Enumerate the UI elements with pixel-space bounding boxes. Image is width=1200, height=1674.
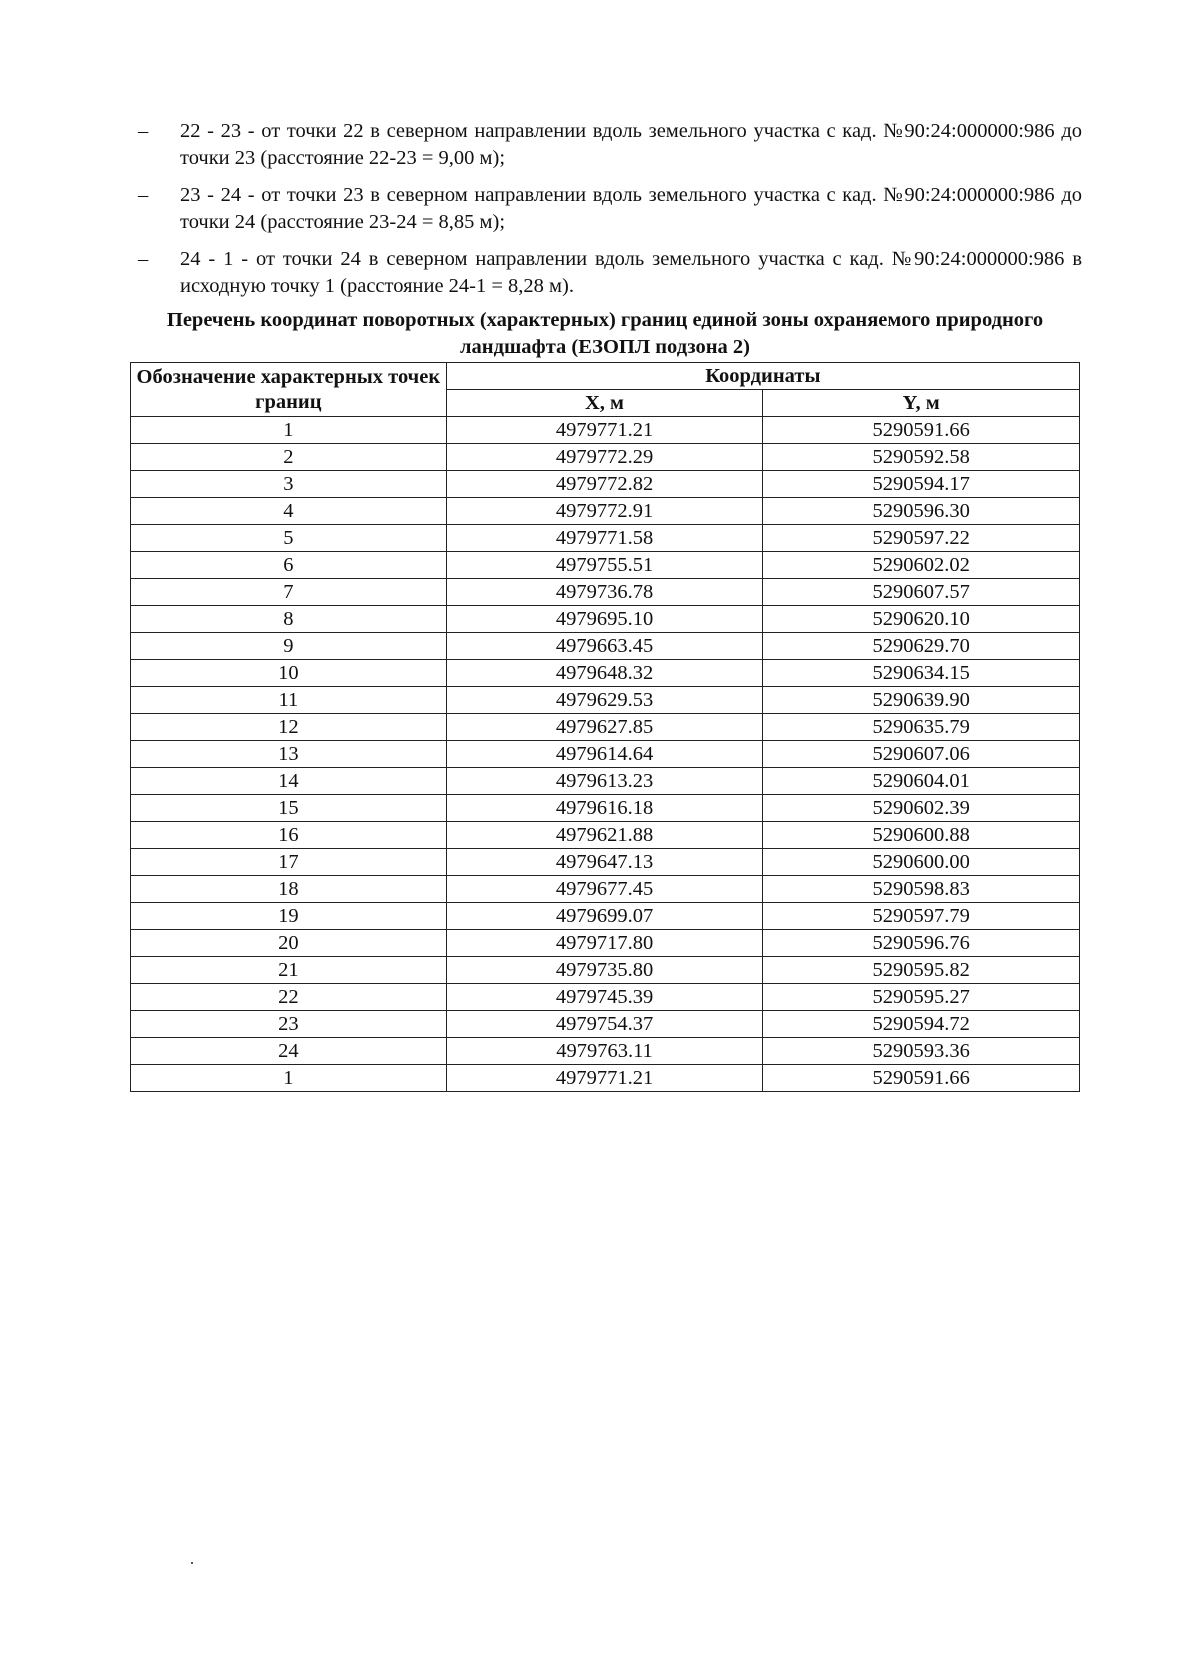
y-coordinate-cell: 5290591.66 <box>763 1065 1080 1092</box>
x-coordinate-cell: 4979627.85 <box>446 714 763 741</box>
point-number-cell: 12 <box>131 714 447 741</box>
point-number-cell: 3 <box>131 471 447 498</box>
point-number-cell: 9 <box>131 633 447 660</box>
table-row <box>131 741 1080 768</box>
table-row <box>131 1065 1080 1092</box>
y-coordinate-cell: 5290629.70 <box>763 633 1080 660</box>
x-coordinate-cell: 4979677.45 <box>446 876 763 903</box>
point-number-cell: 6 <box>131 552 447 579</box>
x-coordinate-cell: 4979699.07 <box>446 903 763 930</box>
table-row <box>131 957 1080 984</box>
point-designation-header: Обозначение характерных точек границ <box>131 363 447 417</box>
table-row <box>131 471 1080 498</box>
table-row <box>131 444 1080 471</box>
y-coordinate-cell: 5290593.36 <box>763 1038 1080 1065</box>
x-coordinate-cell: 4979771.58 <box>446 525 763 552</box>
point-number-cell: 22 <box>131 984 447 1011</box>
bullet-dash: – <box>138 248 149 270</box>
x-coordinate-cell: 4979614.64 <box>446 741 763 768</box>
bullet-dash: – <box>138 184 149 206</box>
point-number-cell: 11 <box>131 687 447 714</box>
y-coordinate-cell: 5290604.01 <box>763 768 1080 795</box>
table-row <box>131 795 1080 822</box>
y-coordinate-cell: 5290635.79 <box>763 714 1080 741</box>
coordinates-table <box>130 362 1080 1092</box>
point-number-cell: 13 <box>131 741 447 768</box>
table-row <box>131 525 1080 552</box>
y-coordinate-cell: 5290602.02 <box>763 552 1080 579</box>
y-coordinate-cell: 5290596.30 <box>763 498 1080 525</box>
y-coordinate-cell: 5290639.90 <box>763 687 1080 714</box>
boundary-segment-item <box>138 182 1082 236</box>
x-coordinate-cell: 4979629.53 <box>446 687 763 714</box>
table-row <box>131 552 1080 579</box>
point-number-cell: 20 <box>131 930 447 957</box>
point-number-cell: 4 <box>131 498 447 525</box>
table-title: Перечень координат поворотных (характерных) границ единой зоны охраняемого природного ландшафта (ЕЗОПЛ подзона 2) <box>166 309 1044 358</box>
point-number-cell: 1 <box>131 1065 447 1092</box>
y-coordinate-cell: 5290595.27 <box>763 984 1080 1011</box>
x-coordinate-cell: 4979717.80 <box>446 930 763 957</box>
y-coordinate-header: Y, м <box>763 390 1080 417</box>
point-number-cell: 21 <box>131 957 447 984</box>
y-coordinate-cell: 5290597.79 <box>763 903 1080 930</box>
x-coordinate-header: X, м <box>446 390 763 417</box>
table-row <box>131 768 1080 795</box>
table-row <box>131 714 1080 741</box>
table-row <box>131 660 1080 687</box>
boundary-description-list <box>138 118 1082 310</box>
table-row <box>131 903 1080 930</box>
point-number-cell: 23 <box>131 1011 447 1038</box>
point-number-cell: 5 <box>131 525 447 552</box>
boundary-segment-item <box>138 246 1082 300</box>
table-row <box>131 606 1080 633</box>
y-coordinate-cell: 5290596.76 <box>763 930 1080 957</box>
y-coordinate-cell: 5290594.17 <box>763 471 1080 498</box>
table-row <box>131 822 1080 849</box>
x-coordinate-cell: 4979736.78 <box>446 579 763 606</box>
point-number-cell: 8 <box>131 606 447 633</box>
table-row <box>131 687 1080 714</box>
point-number-cell: 16 <box>131 822 447 849</box>
table-row <box>131 849 1080 876</box>
table-row <box>131 984 1080 1011</box>
boundary-segment-item <box>138 118 1082 172</box>
boundary-segment-text: 22 - 23 - от точки 22 в северном направлении вдоль земельного участка с кад. №90:24:000000:986 до точки 23 (расстояние 22-23 = 9,00 м); <box>180 120 1082 169</box>
point-number-cell: 17 <box>131 849 447 876</box>
coordinates-header: Координаты <box>446 363 1079 390</box>
x-coordinate-cell: 4979772.91 <box>446 498 763 525</box>
y-coordinate-cell: 5290607.06 <box>763 741 1080 768</box>
x-coordinate-cell: 4979772.82 <box>446 471 763 498</box>
y-coordinate-cell: 5290634.15 <box>763 660 1080 687</box>
point-number-cell: 7 <box>131 579 447 606</box>
x-coordinate-cell: 4979771.21 <box>446 1065 763 1092</box>
table-row <box>131 1038 1080 1065</box>
y-coordinate-cell: 5290591.66 <box>763 417 1080 444</box>
x-coordinate-cell: 4979613.23 <box>446 768 763 795</box>
y-coordinate-cell: 5290592.58 <box>763 444 1080 471</box>
table-row <box>131 498 1080 525</box>
x-coordinate-cell: 4979754.37 <box>446 1011 763 1038</box>
bullet-dash: – <box>138 120 149 142</box>
x-coordinate-cell: 4979772.29 <box>446 444 763 471</box>
table-row <box>131 876 1080 903</box>
point-number-cell: 24 <box>131 1038 447 1065</box>
x-coordinate-cell: 4979648.32 <box>446 660 763 687</box>
y-coordinate-cell: 5290600.00 <box>763 849 1080 876</box>
y-coordinate-cell: 5290595.82 <box>763 957 1080 984</box>
x-coordinate-cell: 4979735.80 <box>446 957 763 984</box>
y-coordinate-cell: 5290620.10 <box>763 606 1080 633</box>
point-number-cell: 1 <box>131 417 447 444</box>
x-coordinate-cell: 4979621.88 <box>446 822 763 849</box>
table-row <box>131 930 1080 957</box>
table-row <box>131 1011 1080 1038</box>
table-row <box>131 579 1080 606</box>
coordinates-table-body <box>131 417 1080 1092</box>
point-number-cell: 15 <box>131 795 447 822</box>
x-coordinate-cell: 4979647.13 <box>446 849 763 876</box>
y-coordinate-cell: 5290597.22 <box>763 525 1080 552</box>
x-coordinate-cell: 4979745.39 <box>446 984 763 1011</box>
y-coordinate-cell: 5290598.83 <box>763 876 1080 903</box>
y-coordinate-cell: 5290594.72 <box>763 1011 1080 1038</box>
point-number-cell: 18 <box>131 876 447 903</box>
table-row <box>131 417 1080 444</box>
y-coordinate-cell: 5290607.57 <box>763 579 1080 606</box>
y-coordinate-cell: 5290602.39 <box>763 795 1080 822</box>
boundary-segment-text: 24 - 1 - от точки 24 в северном направлении вдоль земельного участка с кад. №90:24:000000:986 в исходную точку 1 (расстояние 24-1 = 8,28 м). <box>180 248 1082 297</box>
x-coordinate-cell: 4979616.18 <box>446 795 763 822</box>
x-coordinate-cell: 4979763.11 <box>446 1038 763 1065</box>
point-number-cell: 19 <box>131 903 447 930</box>
point-number-cell: 14 <box>131 768 447 795</box>
x-coordinate-cell: 4979695.10 <box>446 606 763 633</box>
scan-speck <box>191 1562 193 1564</box>
x-coordinate-cell: 4979663.45 <box>446 633 763 660</box>
point-number-cell: 10 <box>131 660 447 687</box>
boundary-segment-text: 23 - 24 - от точки 23 в северном направлении вдоль земельного участка с кад. №90:24:000000:986 до точки 24 (расстояние 23-24 = 8,85 м); <box>180 184 1082 233</box>
x-coordinate-cell: 4979771.21 <box>446 417 763 444</box>
table-row <box>131 633 1080 660</box>
y-coordinate-cell: 5290600.88 <box>763 822 1080 849</box>
x-coordinate-cell: 4979755.51 <box>446 552 763 579</box>
point-number-cell: 2 <box>131 444 447 471</box>
